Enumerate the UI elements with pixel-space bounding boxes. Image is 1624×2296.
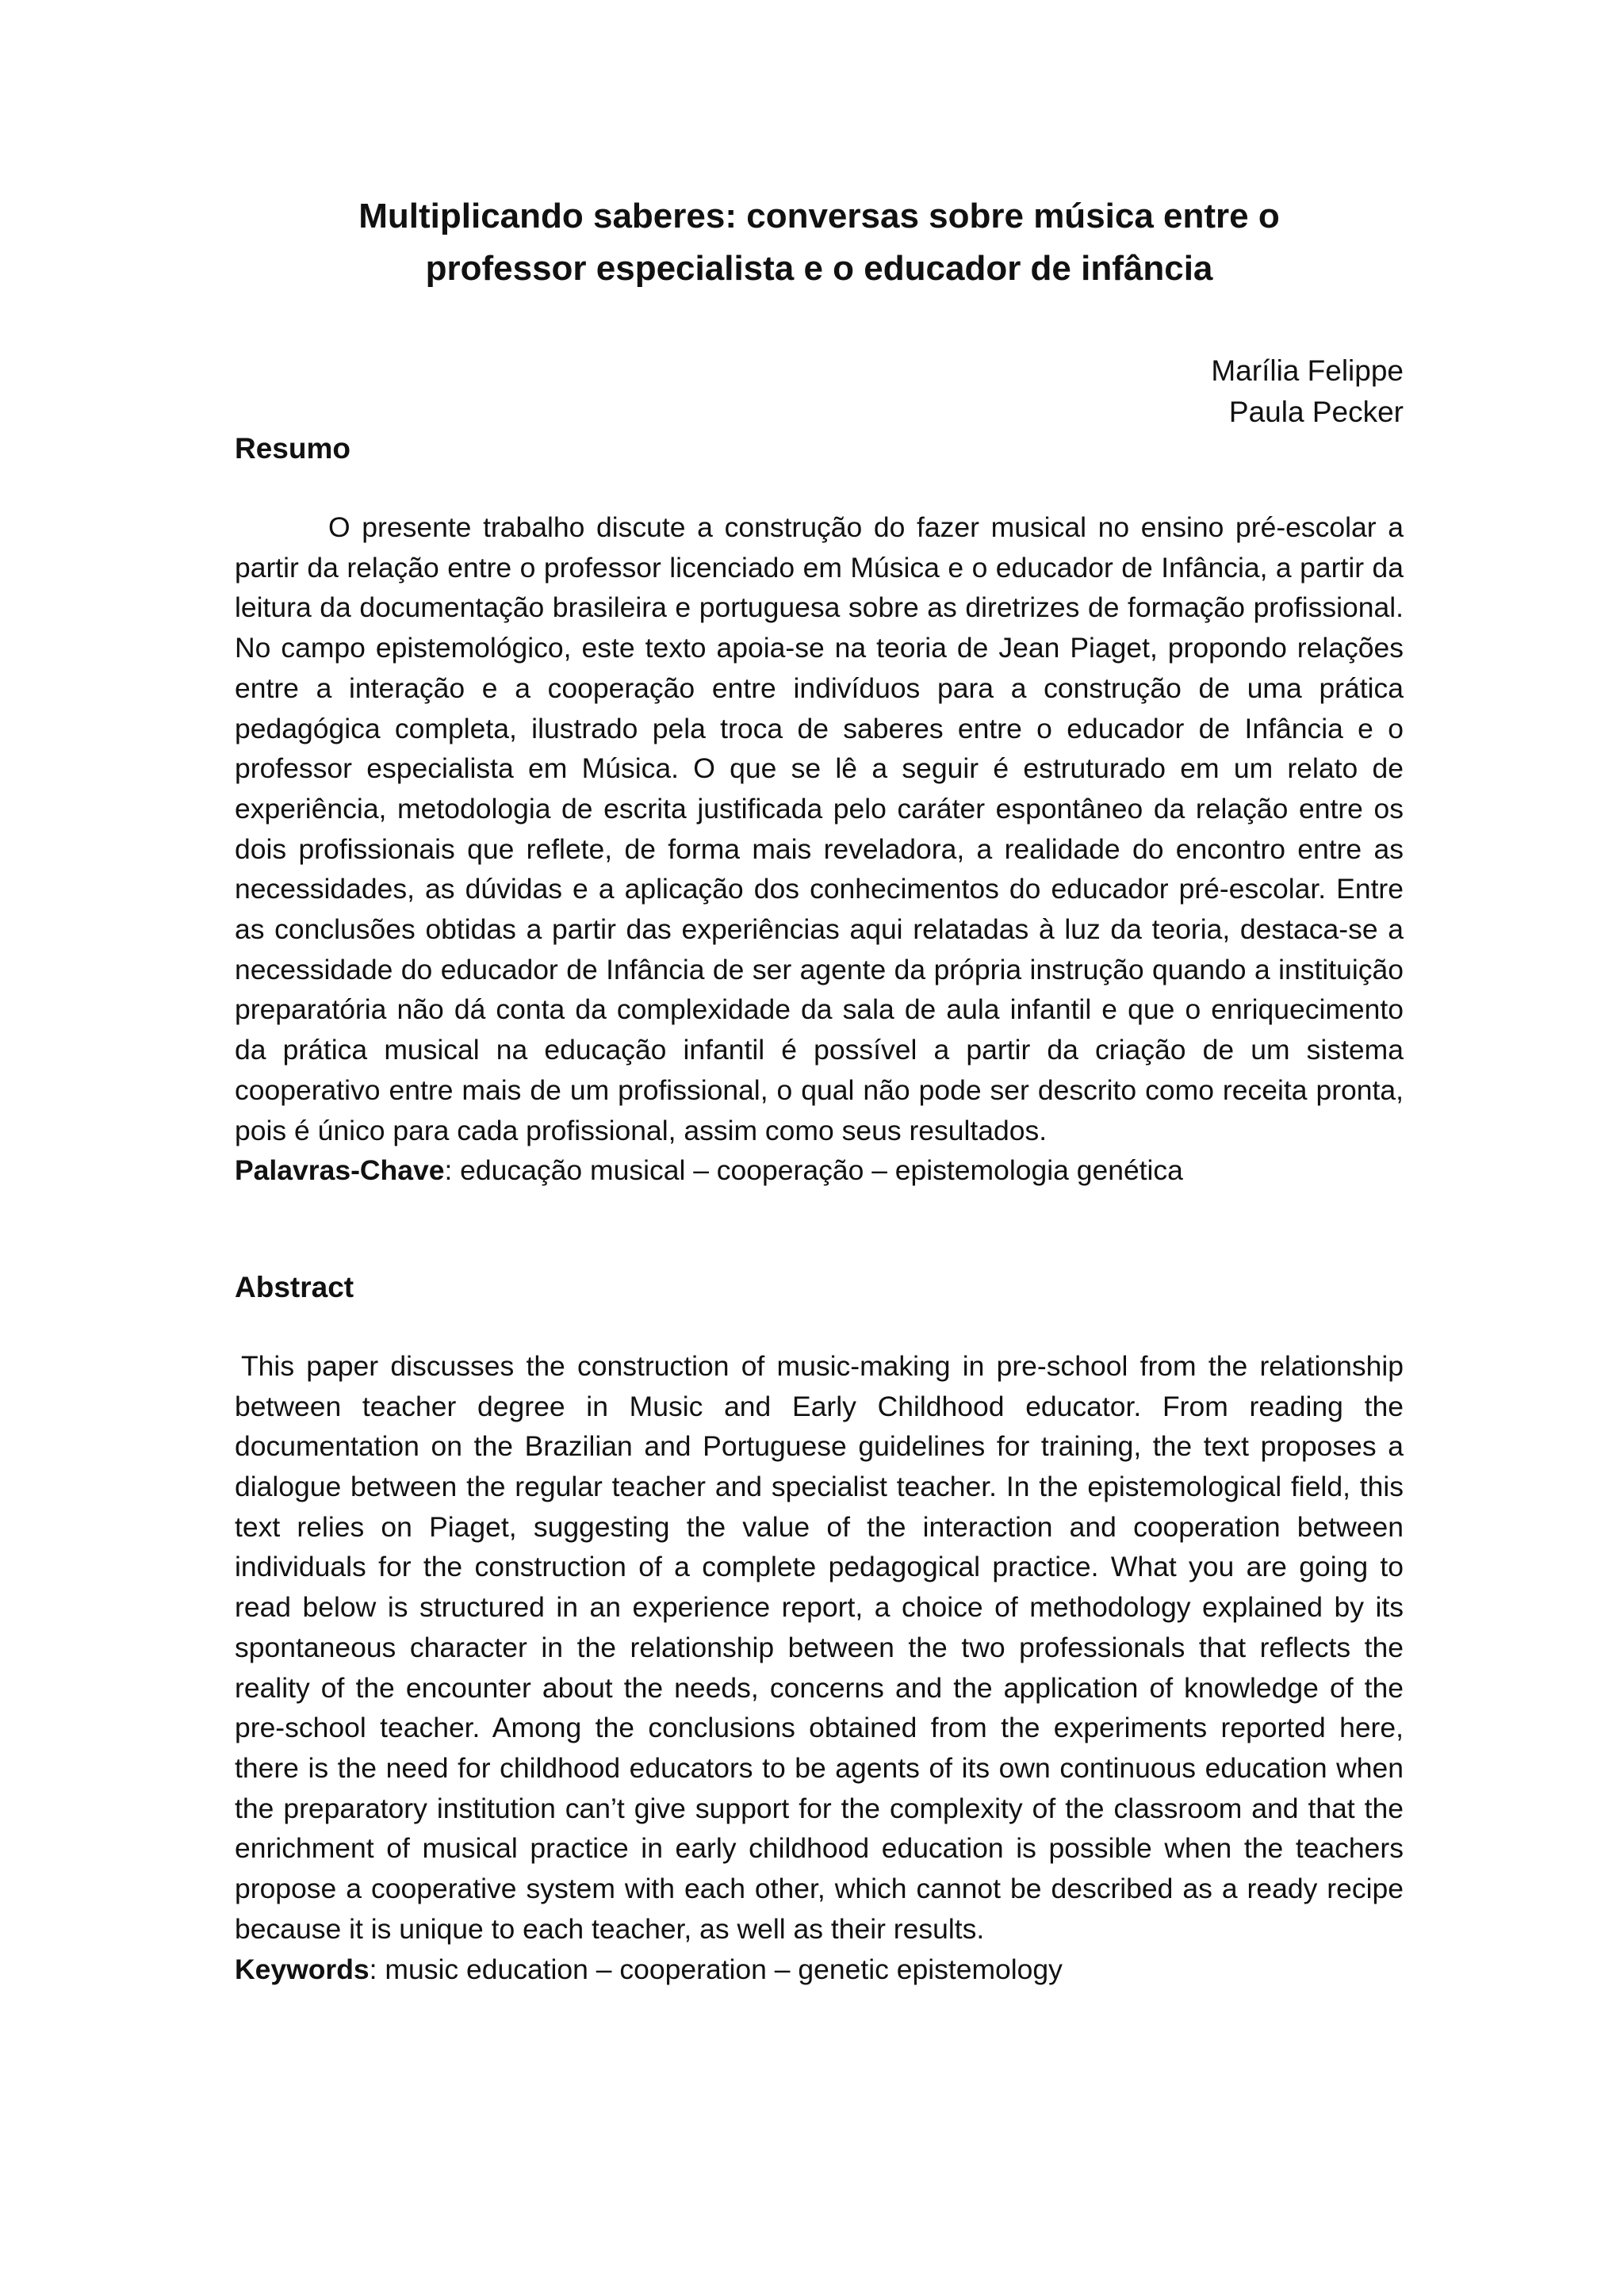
abstract-keywords-label: Keywords — [235, 1953, 370, 1985]
resumo-paragraph: O presente trabalho discute a construção do fazer musical no ensino pré-escolar a partir da relação entre o professor licenciado em Música e o educador de Infância, a partir da leitura da documentação brasileira e portuguesa sobre as diretrizes de formação profissional. No campo epistemológico, este texto apoia-se na teoria de Jean Piaget, propondo relações entre a interação e a cooperação entre indivíduos para a construção de uma prática pedagógica completa, ilustrado pela troca de saberes entre o educador de Infância e o professor especialista em Música. O que se lê a seguir é estruturado em um relato de experiência, metodologia de escrita justificada pelo caráter espontâneo da relação entre os dois profissionais que reflete, de forma mais reveladora, a realidade do encontro entre as necessidades, as dúvidas e a aplicação dos conhecimentos do educador pré-escolar. Entre as conclusões obtidas a partir das experiências aqui relatadas à luz da teoria, destaca-se a necessidade do educador de Infância de ser agente da própria instrução quando a instituição preparatória não dá conta da complexidade da sala de aula infantil e que o enriquecimento da prática musical na educação infantil é possível a partir da criação de um sistema cooperativo entre mais de um profissional, o qual não pode ser descrito como receita pronta, pois é único para cada profissional, assim como seus resultados. — [235, 511, 1404, 1146]
abstract-heading: Abstract — [235, 1270, 354, 1303]
abstract-paragraph: This paper discusses the construction of music-making in pre-school from the relationship between teacher degree in Music and Early Childhood educator. From reading the documentation on the Brazilian and Portuguese guidelines for training, the text proposes a dialogue between the regular teacher and specialist teacher. In the epistemological field, this text relies on Piaget, suggesting the value of the interaction and cooperation between individuals for the construction of a complete pedagogical practice. What you are going to read below is structured in an experience report, a choice of methodology explained by its spontaneous character in the relationship between the two professionals that reflects the reality of the encounter about the needs, concerns and the application of knowledge of the pre-school teacher. Among the conclusions obtained from the experiments reported here, there is the need for childhood educators to be agents of its own continuous education when the preparatory institution can’t give support for the complexity of the classroom and that the enrichment of musical practice in early childhood education is possible when the teachers propose a cooperative system with each other, which cannot be described as a ready recipe because it is unique to each teacher, as well as their results. — [235, 1349, 1404, 1945]
author-list — [235, 350, 1404, 433]
abstract-keywords-text: : music education – cooperation – genetic epistemology — [369, 1953, 1063, 1985]
resumo-keywords-text: : educação musical – cooperação – epistemologia genética — [444, 1154, 1183, 1187]
document-page — [235, 190, 1404, 1989]
abstract-keywords — [235, 1950, 1404, 1990]
author-name: Marília Felippe — [1211, 354, 1404, 387]
resumo-keywords — [235, 1150, 1404, 1191]
paper-title: Multiplicando saberes: conversas sobre música entre o professor especialista e o educador de infância — [358, 197, 1280, 288]
author-name: Paula Pecker — [1228, 396, 1404, 428]
resumo-heading: Resumo — [235, 432, 350, 465]
resumo-keywords-label: Palavras-Chave — [235, 1154, 445, 1187]
